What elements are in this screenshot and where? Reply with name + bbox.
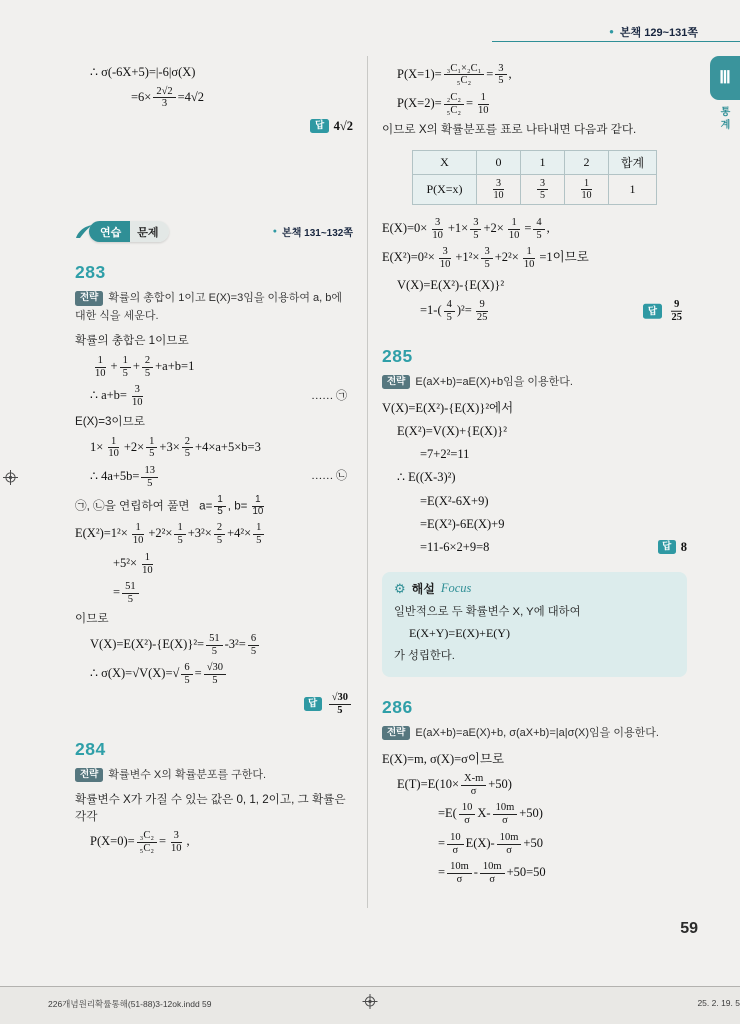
solution-line: 이므로 X의 확률분포를 표로 나타내면 다음과 같다. [382,122,637,136]
solution-line [75,689,353,719]
solution-line: 이므로 [75,611,109,625]
solution-line: 확률변수 X가 가질 수 있는 값은 0, 1, 2이고, 그 확률은 각각 [75,792,346,823]
solution-line: 일반적으로 두 확률변수 X, Y에 대하여 [394,605,581,618]
table-header-cell: 1 [521,150,565,174]
strategy [382,374,687,392]
reference-mark: …… ㉠ [311,389,347,402]
answer-badge: 답 [304,697,322,711]
solution-line: V(X)=E(X²)-{E(X)}²= $\frac{51}{5}$ -3²= $\frac{6}{5}$ [75,630,353,660]
exercise-section-header [75,221,353,242]
chapter-tab: Ⅲ [710,56,740,100]
solution-line: 확률의 총합은 1이므로 [75,334,189,348]
solution-line: = $\frac{10}{\sigma}$ E(X)- $\frac{10m}{\sigma}$ +50 [438,831,543,856]
book-page-ref: 본책 129~131쪽 [619,27,698,39]
table-header-row [413,150,657,174]
probability-distribution-table [412,150,657,206]
solution-line: V(X)=E(X²)-{E(X)}² [397,277,505,292]
bullet-icon: ● [609,27,614,36]
left-column [75,56,368,908]
problem-286 [382,697,687,889]
strategy-badge: 전략 [382,375,410,389]
strategy-badge: 전략 [382,726,410,740]
solution-line: E(X)=0× $\frac{3}{10}$ +1× $\frac{3}{5}$ +2× $\frac{1}{10}$ = $\frac{4}{5}$ , [382,216,550,241]
strategy-badge: 전략 [75,768,103,782]
answer [310,117,353,135]
solution-line: E(X²)=V(X)+{E(X)}² [397,424,507,439]
solution-lines [75,789,353,857]
solution-continuation-lines [75,60,353,137]
solution-line: E(X)=m, σ(X)=σ이므로 [382,751,505,766]
problem-number: 284 [75,738,106,759]
registration-mark-icon [363,994,378,1014]
focus-title: 해설 [411,582,435,597]
solution-line: =1-( $\frac{4}{5}$ )²= $\frac{9}{25}$ 답 $\frac{9}{25}$ [382,296,687,326]
print-footer [0,986,740,1024]
solution-lines [382,397,687,559]
focus-subtitle: Focus [440,581,472,596]
solution-line: ∴ a+b= $\frac{3}{10}$ …… ㉠ [90,384,347,409]
strategy [75,290,353,325]
chapter-tab-label: 통계 [718,106,729,132]
solution-line: P(X=2)= $\frac{\text{₂C₂}}{\text{₅C₂}}$ = $\frac{1}{10}$ [397,92,489,116]
exercise-badge [89,221,169,242]
solution-line: ∴ 4a+5b= $\frac{13}{5}$ …… ㉡ [90,465,347,489]
solution-line: 가 성립한다. [394,649,455,662]
solution-line: E(T)=E(10× $\frac{X-m}{\sigma}$ +50) [397,772,512,797]
answer-badge: 답 [310,119,328,133]
solution-line: P(X=1)= $\frac{\text{₃C₁×₂C₁}}{\text{₅C₂}}$ = $\frac{3}{5}$ , [397,62,512,87]
solution-line: =11-6×2+9=8 답 8 [382,535,687,558]
page-header-ref [609,24,698,40]
table-header-cell: 0 [477,150,521,174]
solution-lines [75,331,353,719]
exercise-book-ref-text: 본책 131~132쪽 [282,228,353,240]
table-cell: $\frac{1}{10}$ [565,174,609,205]
solution-line: = $\frac{10m}{\sigma}$ - $\frac{10m}{\sigma}$ +50=50 [438,861,546,886]
focus-header [394,580,675,597]
solution-line: =E(X²)-6E(X)+9 [420,516,505,531]
problem-number: 286 [382,696,413,717]
page-number: 59 [680,920,698,937]
answer-value: $\frac{9}{25}$ [671,298,682,323]
solution-lines [382,60,687,141]
solution-line: V(X)=E(X²)-{E(X)}²에서 [382,401,514,416]
registration-mark-icon [3,470,18,485]
exercise-book-ref [273,224,353,239]
table-header-cell: 합계 [609,150,657,174]
quill-icon [75,224,93,239]
table-cell: 1 [609,174,657,205]
solution-line: =6× $\frac{2√2}{3}$ =4√2 [131,85,205,110]
solution-line: P(X=0)= $\frac{\text{₃C₂}}{\text{₅C₂}}$ = $\frac{3}{10}$ , [90,830,190,855]
footer-filename: 226개념원리확률통해(51-88)3-12ok.indd 59 [48,999,212,1009]
solution-line: E(X+Y)=E(X)+E(Y) [409,626,510,641]
bullet-icon: ● [272,228,278,236]
problem-283 [75,262,353,718]
solution-line: = $\frac{51}{5}$ [75,579,353,609]
solution-line: ∴ σ(X)=√V(X)=√ $\frac{6}{5}$ = $\frac{√30}{5}$ [75,660,353,690]
answer-value: 8 [680,539,687,554]
solution-line: =E(X²-6X+9) [420,493,489,508]
strategy-text: E(aX+b)=aE(X)+b, σ(aX+b)=|a|σ(X)임을 이용한다. [415,726,659,739]
solution-line: ∴ E((X-3)²) [397,470,456,485]
right-column [368,56,687,908]
reference-mark: …… ㉡ [311,470,347,483]
problem-number: 283 [75,262,106,283]
strategy-text: E(aX+b)=aE(X)+b임을 이용한다. [415,375,573,388]
problem-number: 285 [382,345,413,366]
answer-badge: 답 [643,304,661,318]
table-header-cell: X [413,150,477,174]
table-row-label: P(X=x) [413,174,477,205]
answer-badge: 답 [658,540,676,554]
solution-line: E(X)=3이므로 [75,414,146,428]
problem-284 [75,739,353,858]
answer [643,299,687,324]
table-cell: $\frac{3}{10}$ [477,174,521,205]
strategy [382,725,687,743]
problem-285 [382,346,687,558]
solution-line: 1× $\frac{1}{10}$ +2× $\frac{1}{5}$ +3× $\frac{2}{5}$ +4×a+5×b=3 [90,435,261,460]
table-cell: $\frac{3}{5}$ [521,174,565,205]
footer-date: 25. 2. 19. 5 [697,998,740,1008]
content-columns [75,56,702,908]
solution-line: +5²× $\frac{1}{10}$ [113,551,153,576]
header-rule [492,41,740,42]
solution-line: E(X²)=0²× $\frac{3}{10}$ +1²× $\frac{3}{5}$ +2²× $\frac{1}{10}$ =1이므로 [382,246,589,271]
focus-content [394,601,675,666]
solution-line: $\frac{1}{10}$ + $\frac{1}{5}$ + $\frac{2}{5}$ +a+b=1 [95,354,195,379]
answer [658,538,687,556]
solution-lines [382,747,687,888]
answer [304,692,353,717]
solution-line: ㉠, ㉡을 연립하여 풀면 a= $\frac{1}{5}$ , b= $\frac{1}{10}$ [75,493,264,517]
solution-line: =7+2²=11 [420,447,470,462]
focus-note [382,572,687,676]
strategy-text: 확률변수 X의 확률분포를 구한다. [108,768,267,781]
exercise-badge-secondary: 문제 [130,221,168,242]
exercise-badge-primary: 연습 [89,221,130,242]
answer-value: 4√2 [333,118,353,133]
answer-value: $\frac{√30}{5}$ [327,692,353,717]
strategy-text: 확률의 총합이 1이고 E(X)=3임을 이용하여 a, b에 대한 식을 세운다. [75,292,343,322]
table-header-cell: 2 [565,150,609,174]
solution-line: =E( $\frac{10}{\sigma}$ X- $\frac{10m}{\sigma}$ +50) [438,802,543,827]
solution-lines [382,214,687,326]
solution-line: E(X²)=1²× $\frac{1}{10}$ +2²× $\frac{1}{5}$ +3²× $\frac{2}{5}$ +4²× $\frac{1}{5}$ [75,520,353,550]
gear-icon: ⚙ [394,581,406,597]
strategy-badge: 전략 [75,291,103,305]
solution-line [75,113,353,138]
table-row [413,174,657,205]
strategy [75,767,353,785]
solution-line: ∴ σ(-6X+5)=|-6|σ(X) [90,64,196,79]
